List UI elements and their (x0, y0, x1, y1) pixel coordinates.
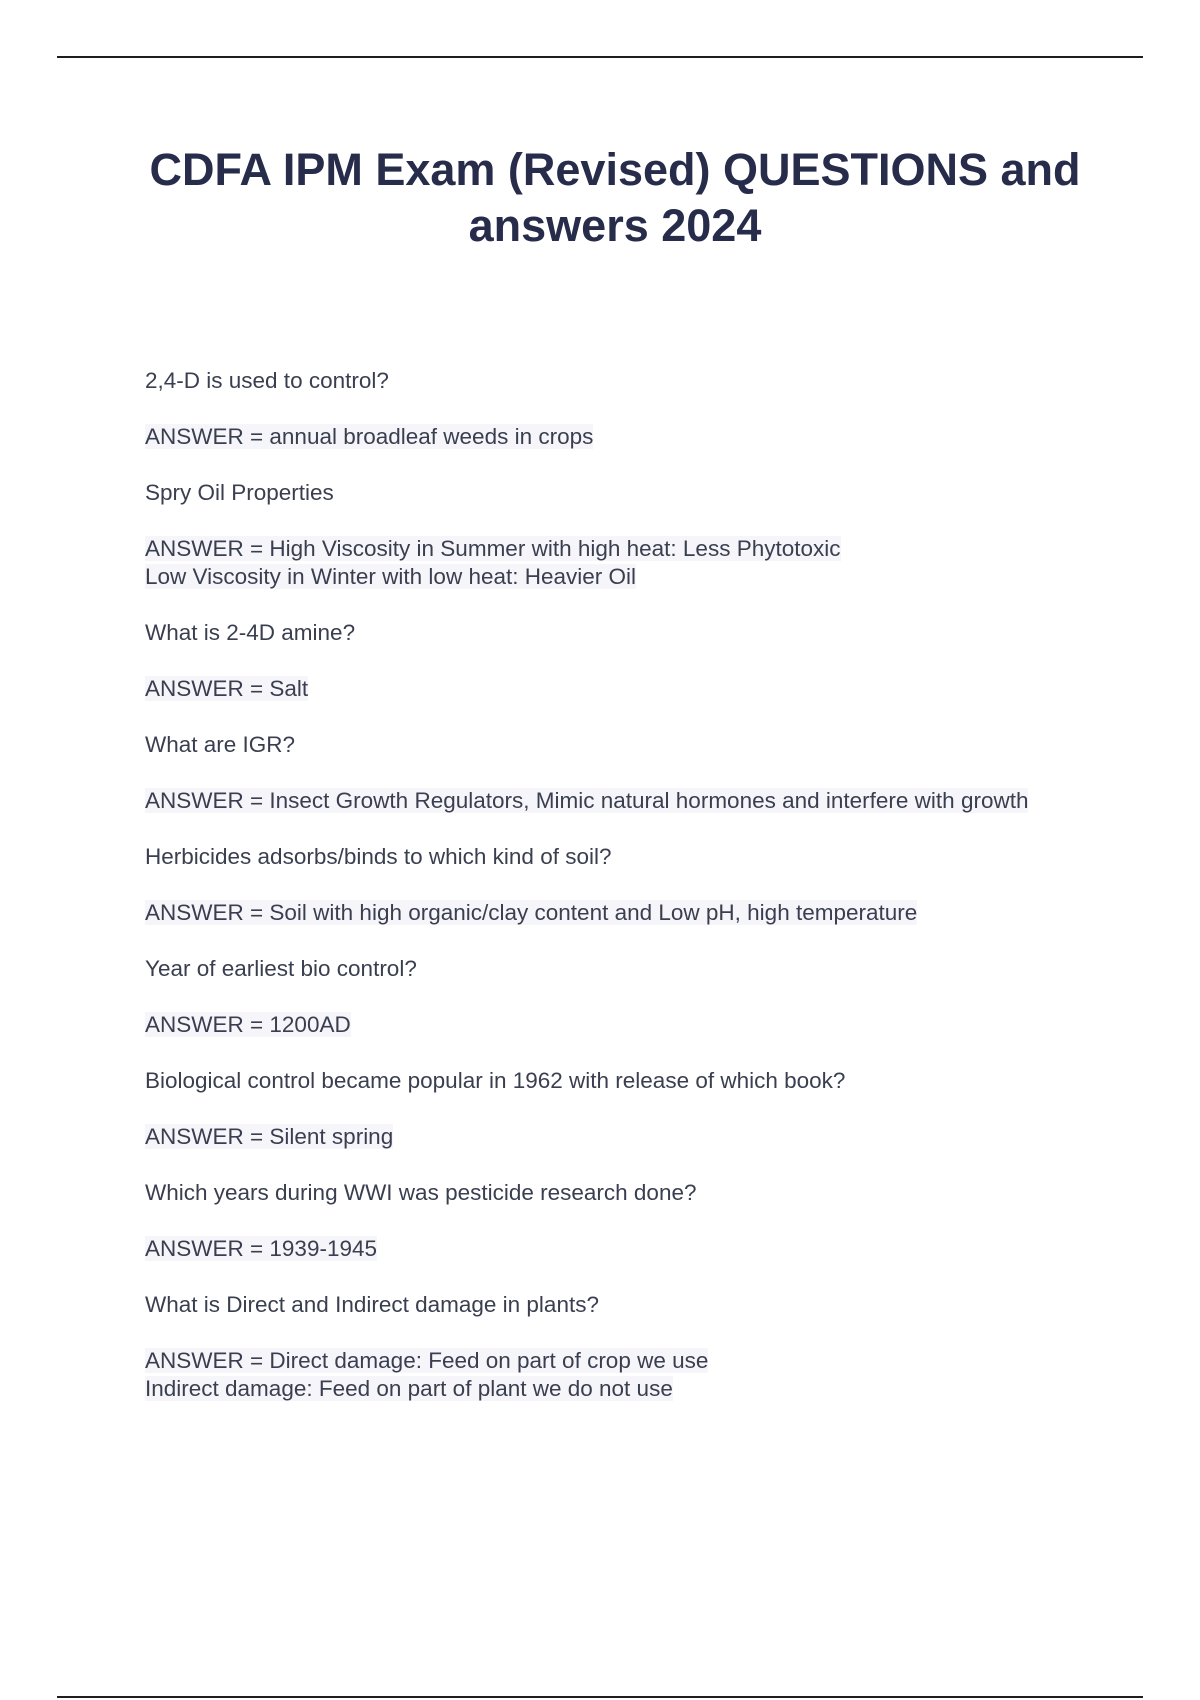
question-text: Spry Oil Properties (145, 480, 334, 505)
top-divider (57, 56, 1143, 58)
answer-text (145, 1123, 1065, 1151)
answer-text (145, 899, 1065, 927)
answer-highlight: ANSWER = annual broadleaf weeds in crops (145, 424, 594, 449)
answer-text (145, 535, 1065, 591)
qa-item (145, 843, 1065, 927)
qa-item (145, 619, 1065, 703)
question-text: What is 2-4D amine? (145, 620, 356, 645)
answer-text (145, 423, 1065, 451)
question-text: Year of earliest bio control? (145, 956, 417, 981)
answer-highlight: ANSWER = 1200AD (145, 1012, 351, 1037)
answer-highlight: ANSWER = Salt (145, 676, 309, 701)
answer-text (145, 787, 1065, 815)
answer-highlight: ANSWER = 1939-1945 (145, 1236, 377, 1261)
answer-highlight: ANSWER = Silent spring (145, 1124, 394, 1149)
answer-highlight: ANSWER = Insect Growth Regulators, Mimic natural hormones and interfere with growth (145, 788, 1029, 813)
qa-item (145, 1291, 1065, 1403)
question-text: 2,4-D is used to control? (145, 368, 389, 393)
page-title: CDFA IPM Exam (Revised) QUESTIONS and answers 2024 (149, 144, 1081, 251)
question-text: Biological control became popular in 1962 with release of which book? (145, 1068, 846, 1093)
qa-item (145, 1067, 1065, 1151)
question-text: Herbicides adsorbs/binds to which kind of soil? (145, 844, 612, 869)
qa-item (145, 479, 1065, 591)
answer-highlight: ANSWER = Direct damage: Feed on part of crop we use Indirect damage: Feed on part of plant we do not use (145, 1348, 709, 1401)
question-text: What are IGR? (145, 732, 296, 757)
question-text: What is Direct and Indirect damage in plants? (145, 1292, 599, 1317)
answer-text (145, 1347, 1065, 1403)
qa-item (145, 955, 1065, 1039)
question-text: Which years during WWI was pesticide research done? (145, 1180, 697, 1205)
bottom-divider (57, 1696, 1143, 1698)
qa-list (145, 367, 1065, 1431)
qa-item (145, 367, 1065, 451)
qa-item (145, 1179, 1065, 1263)
qa-item (145, 731, 1065, 815)
answer-text (145, 1011, 1065, 1039)
answer-text (145, 1235, 1065, 1263)
answer-highlight: ANSWER = Soil with high organic/clay content and Low pH, high temperature (145, 900, 918, 925)
answer-highlight: ANSWER = High Viscosity in Summer with high heat: Less Phytotoxic Low Viscosity in Winter with low heat: Heavier Oil (145, 536, 841, 589)
answer-text (145, 675, 1065, 703)
